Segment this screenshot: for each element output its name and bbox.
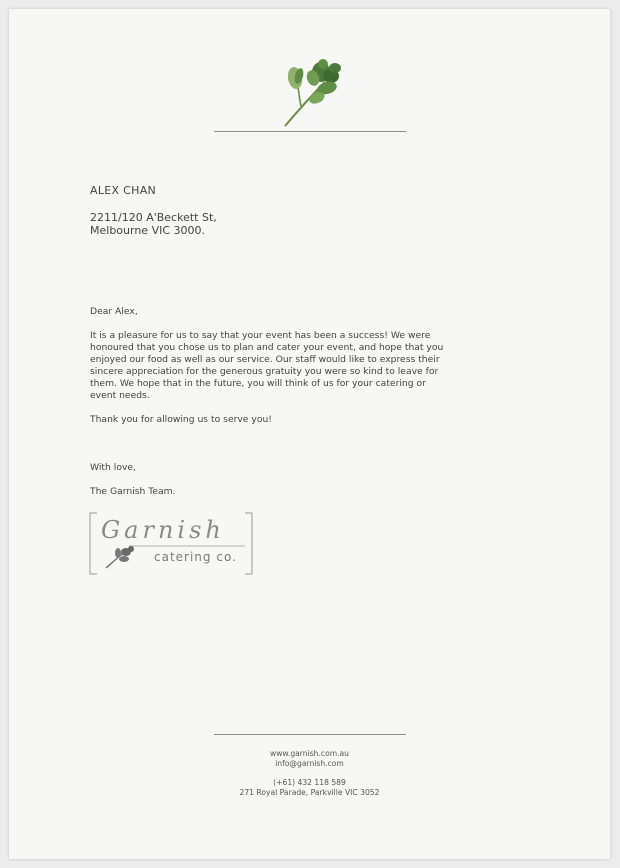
footer-divider [214,734,406,735]
footer-phone: (+61) 432 118 589 [273,778,346,787]
logo-script-text: Garnish [101,516,225,544]
salutation: Dear Alex, [90,306,138,317]
garnish-logo [89,512,253,575]
signoff: The Garnish Team. [90,486,176,497]
footer-address: 271 Royal Parade, Parkville VIC 3052 [239,788,380,797]
footer-email: info@garnish.com [275,759,344,768]
herb-sprig-icon [275,54,347,130]
address-line: 2211/120 A'Beckett St, [90,211,217,224]
footer-website: www.garnish.com.au [269,749,349,758]
thanks-line: Thank you for allowing us to serve you! [90,414,272,425]
recipient-name: ALEX CHAN [90,184,157,197]
letter-page [9,9,610,859]
logo-leaf-icon [104,545,136,569]
closing: With love, [90,462,136,473]
paragraph-line: them. We hope that in the future, you will think of us for your catering or [90,378,426,389]
paragraph-line: enjoyed our food as well as our service. Our staff would like to express their [90,354,440,365]
paragraph-line: sincere appreciation for the generous gratuity you were so kind to leave for [90,366,439,377]
header-divider [214,131,406,132]
letter-paragraph [90,330,500,402]
paragraph-line: It is a pleasure for us to say that your event has been a success! We were [90,330,431,341]
address-line: Melbourne VIC 3000. [90,224,206,237]
recipient-address [90,211,217,237]
paragraph-line: event needs. [90,390,150,401]
paragraph-line: honoured that you chose us to plan and cater your event, and hope that you [90,342,444,353]
logo-subtitle: catering co. [154,550,237,564]
